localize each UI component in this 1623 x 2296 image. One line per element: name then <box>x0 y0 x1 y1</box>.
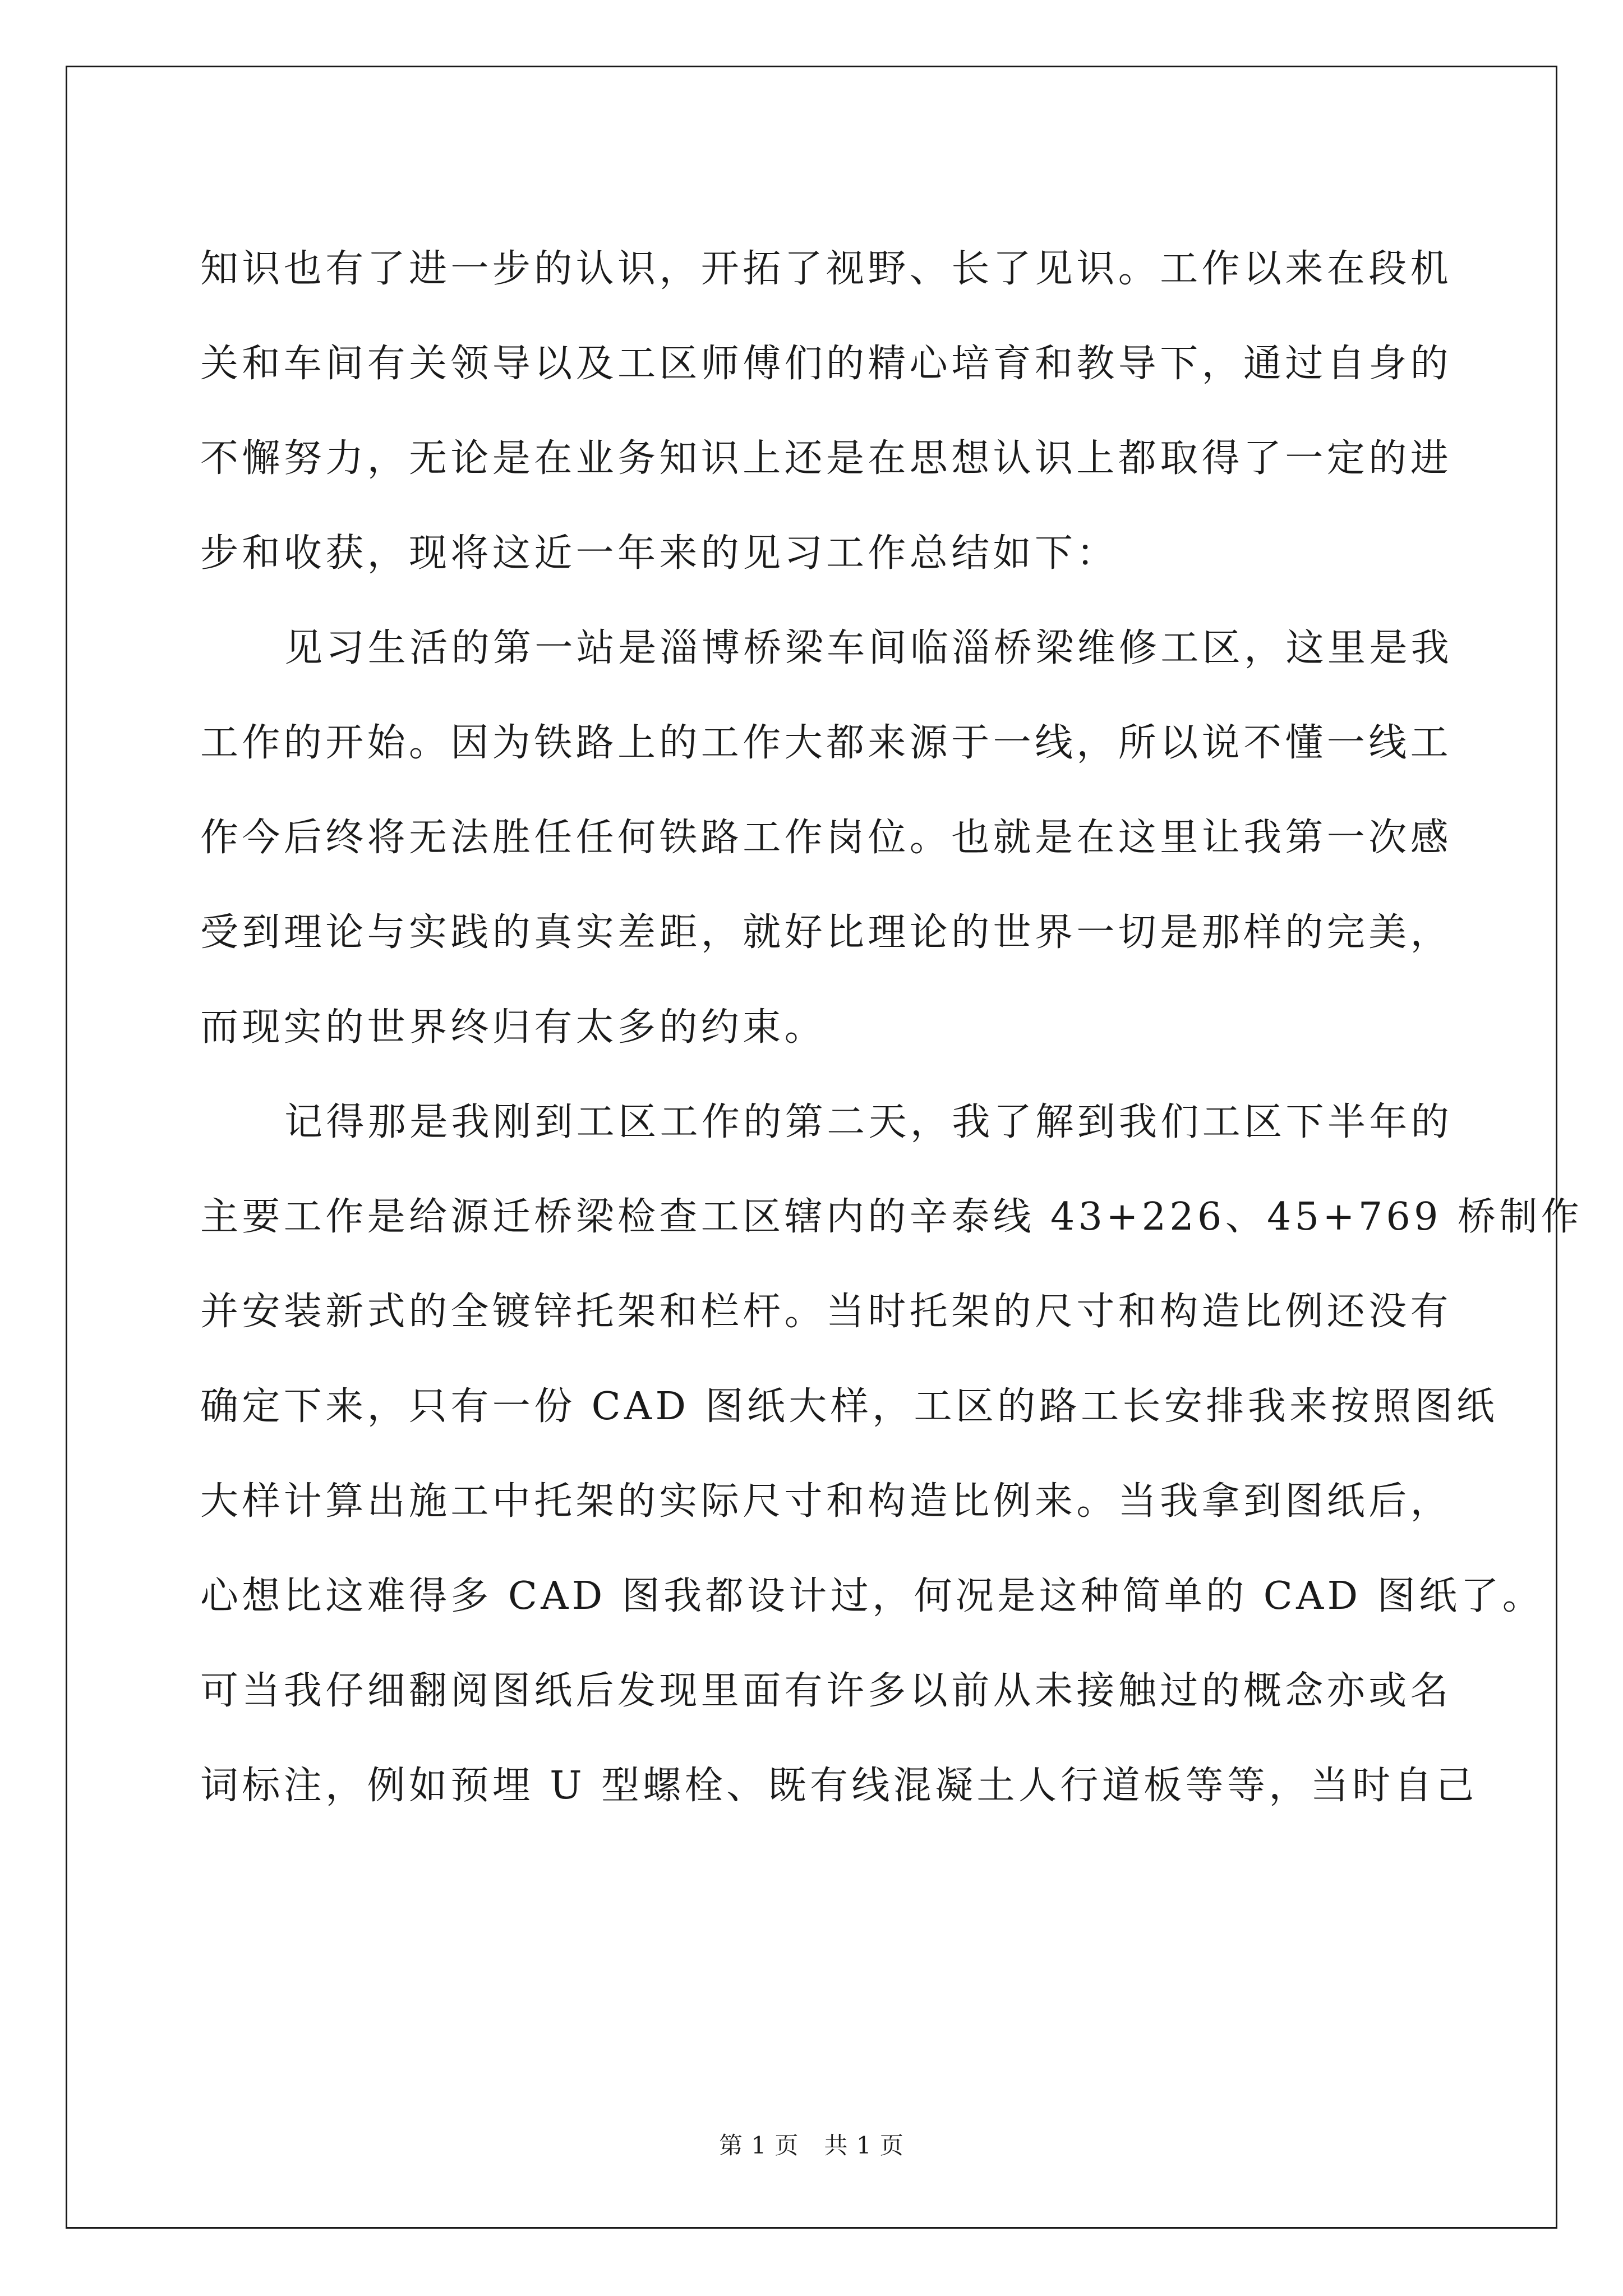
text-line: 而现实的世界终归有太多的约束。 <box>200 1005 827 1050</box>
text-line: 见习生活的第一站是淄博桥梁车间临淄桥梁维修工区，这里是我 <box>284 626 1453 670</box>
document-body <box>200 222 1583 1833</box>
text-line: 可当我仔细翻阅图纸后发现里面有许多以前从未接触过的概念亦或名 <box>200 1669 1453 1713</box>
page-footer <box>0 2129 1623 2162</box>
text-line: 步和收获，现将这近一年来的见习工作总结如下： <box>200 531 1118 576</box>
text-line: 作今后终将无法胜任任何铁路工作岗位。也就是在这里让我第一次感 <box>200 816 1453 860</box>
text-line: 主要工作是给源迁桥梁检查工区辖内的辛泰线 43+226、45+769 桥制作 <box>200 1195 1583 1239</box>
text-line: 并安装新式的全镀锌托架和栏杆。当时托架的尺寸和构造比例还没有 <box>200 1290 1453 1334</box>
text-line: 不懈努力，无论是在业务知识上还是在思想认识上都取得了一定的进 <box>200 436 1453 481</box>
text-line: 关和车间有关领导以及工区师傅们的精心培育和教导下，通过自身的 <box>200 342 1453 386</box>
text-line: 词标注，例如预埋 U 型螺栓、既有线混凝土人行道板等等，当时自己 <box>200 1764 1478 1808</box>
page-number: 第 1 页 <box>719 2132 799 2159</box>
page-total: 共 1 页 <box>824 2132 904 2159</box>
text-line: 心想比这难得多 CAD 图我都设计过，何况是这种简单的 CAD 图纸了。 <box>200 1574 1544 1618</box>
text-line: 工作的开始。因为铁路上的工作大都来源于一线，所以说不懂一线工 <box>200 721 1453 765</box>
text-line: 确定下来，只有一份 CAD 图纸大样，工区的路工长安排我来按照图纸 <box>200 1384 1498 1429</box>
text-line: 受到理论与实践的真实差距，就好比理论的世界一切是那样的完美， <box>200 910 1453 955</box>
text-line: 大样计算出施工中托架的实际尺寸和构造比例来。当我拿到图纸后， <box>200 1479 1453 1524</box>
text-line: 记得那是我刚到工区工作的第二天，我了解到我们工区下半年的 <box>284 1100 1453 1144</box>
text-line: 知识也有了进一步的认识，开拓了视野、长了见识。工作以来在段机 <box>200 247 1453 291</box>
